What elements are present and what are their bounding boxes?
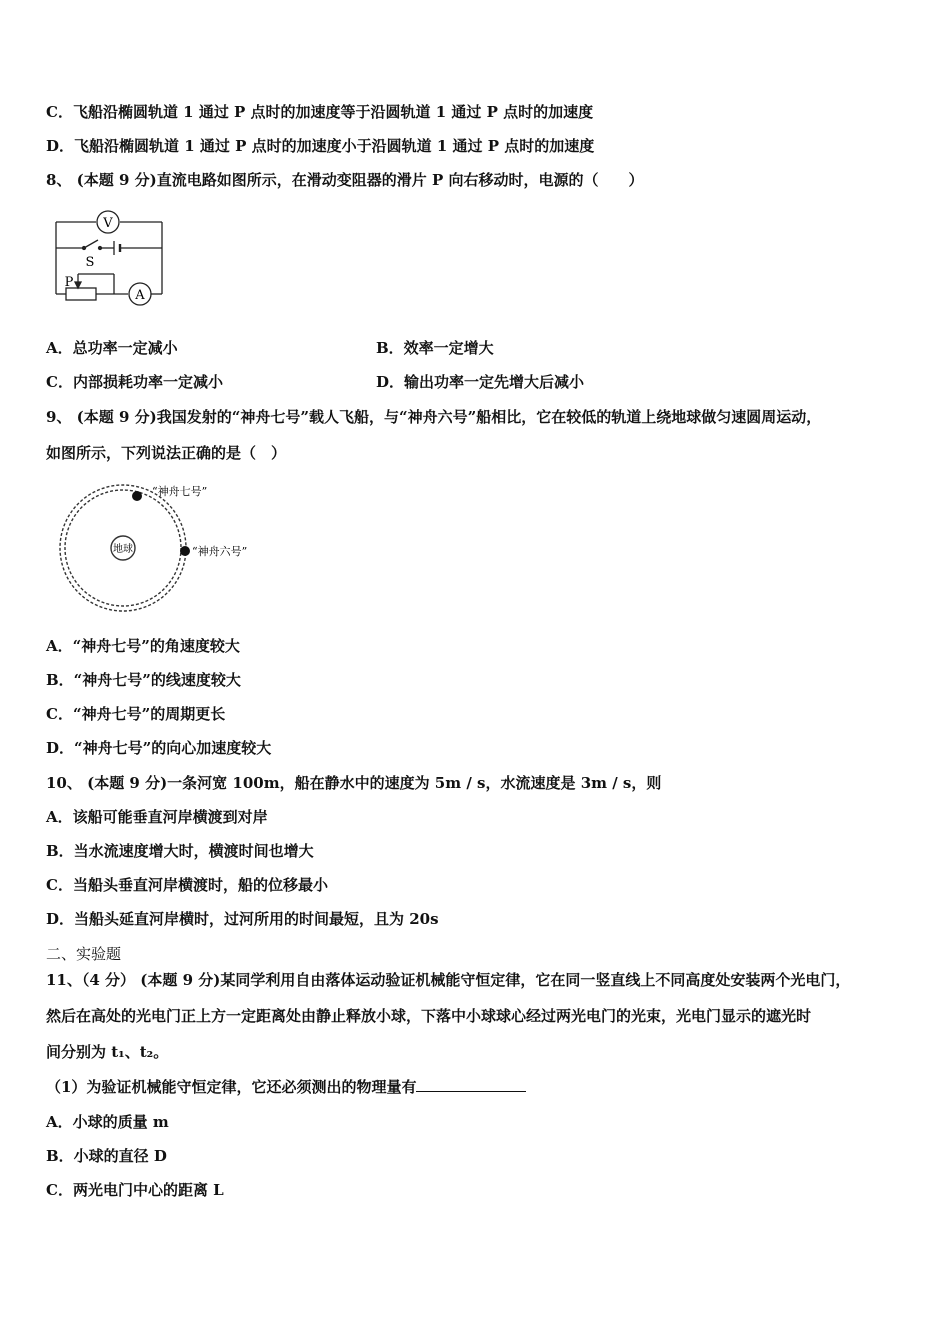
q9-option-b: B．“神舟七号”的线速度较大 xyxy=(46,671,241,689)
q11-stem-line3: 间分别为 t₁、t₂。 xyxy=(46,1043,169,1061)
q11-sub1-text: （1）为验证机械能守恒定律，它还必须测出的物理量有 xyxy=(46,1078,417,1096)
q10-option-c: C．当船头垂直河岸横渡时，船的位移最小 xyxy=(46,876,328,894)
q11-option-a: A．小球的质量 m xyxy=(46,1113,169,1131)
q10-stem: 10、 (本题 9 分)一条河宽 100m，船在静水中的速度为 5m / s，水流速度是 3m / s，则 xyxy=(46,774,662,792)
q9-option-d: D．“神舟七号”的向心加速度较大 xyxy=(46,739,272,757)
circuit-diagram xyxy=(48,208,178,306)
q8-stem: 8、 (本题 9 分)直流电路如图所示，在滑动变阻器的滑片 P 向右移动时，电源的（ ） xyxy=(46,171,644,189)
answer-blank xyxy=(416,1077,526,1092)
shenzhou7-label: “神舟七号” xyxy=(152,485,208,498)
q7-option-d: D．飞船沿椭圆轨道 1 通过 P 点时的加速度小于沿圆轨道 1 通过 P 点时的加速度 xyxy=(46,137,595,155)
q8-option-b: B．效率一定增大 xyxy=(376,339,494,357)
voltmeter-label: V xyxy=(103,216,113,231)
q9-stem-line1: 9、 (本题 9 分)我国发射的“神舟七号”载人飞船，与“神舟六号”船相比，它在较低的轨道上绕地球做匀速圆周运动， xyxy=(46,408,822,426)
q8-option-d: D．输出功率一定先增大后减小 xyxy=(376,373,585,391)
q11-option-b: B．小球的直径 D xyxy=(46,1147,167,1165)
shenzhou6-dot xyxy=(180,546,190,556)
orbit-diagram xyxy=(56,480,256,612)
q7-option-c: C．飞船沿椭圆轨道 1 通过 P 点时的加速度等于沿圆轨道 1 通过 P 点时的加速度 xyxy=(46,103,594,121)
section-heading: 二、实验题 xyxy=(46,945,122,963)
q11-sub1 xyxy=(46,1077,526,1097)
q10-option-a: A．该船可能垂直河岸横渡到对岸 xyxy=(46,808,268,826)
slider-label: P xyxy=(64,275,74,290)
q11-stem-line2: 然后在高处的光电门正上方一定距离处由静止释放小球，下落中小球球心经过两光电门的光束，光电门显示的遮光时 xyxy=(46,1007,812,1025)
q8-option-a: A．总功率一定减小 xyxy=(46,339,178,357)
q11-option-c: C．两光电门中心的距离 L xyxy=(46,1181,224,1199)
switch-label: S xyxy=(85,255,95,270)
q10-option-b: B．当水流速度增大时，横渡时间也增大 xyxy=(46,842,314,860)
q10-option-d: D．当船头延直河岸横时，过河所用的时间最短，且为 20s xyxy=(46,910,439,928)
q8-option-c: C．内部损耗功率一定减小 xyxy=(46,373,223,391)
q9-option-a: A．“神舟七号”的角速度较大 xyxy=(46,637,240,655)
q11-stem-line1: 11、（4 分） (本题 9 分)某同学利用自由落体运动验证机械能守恒定律，它在同一竖直线上不同高度处安装两个光电门， xyxy=(46,971,851,989)
ammeter-label: A xyxy=(135,288,145,303)
earth-label: 地球 xyxy=(113,544,133,555)
shenzhou7-dot xyxy=(132,491,142,501)
q9-option-c: C．“神舟七号”的周期更长 xyxy=(46,705,226,723)
q9-stem-line2: 如图所示，下列说法正确的是（ ） xyxy=(46,444,287,462)
shenzhou6-label: “神舟六号” xyxy=(192,545,248,558)
